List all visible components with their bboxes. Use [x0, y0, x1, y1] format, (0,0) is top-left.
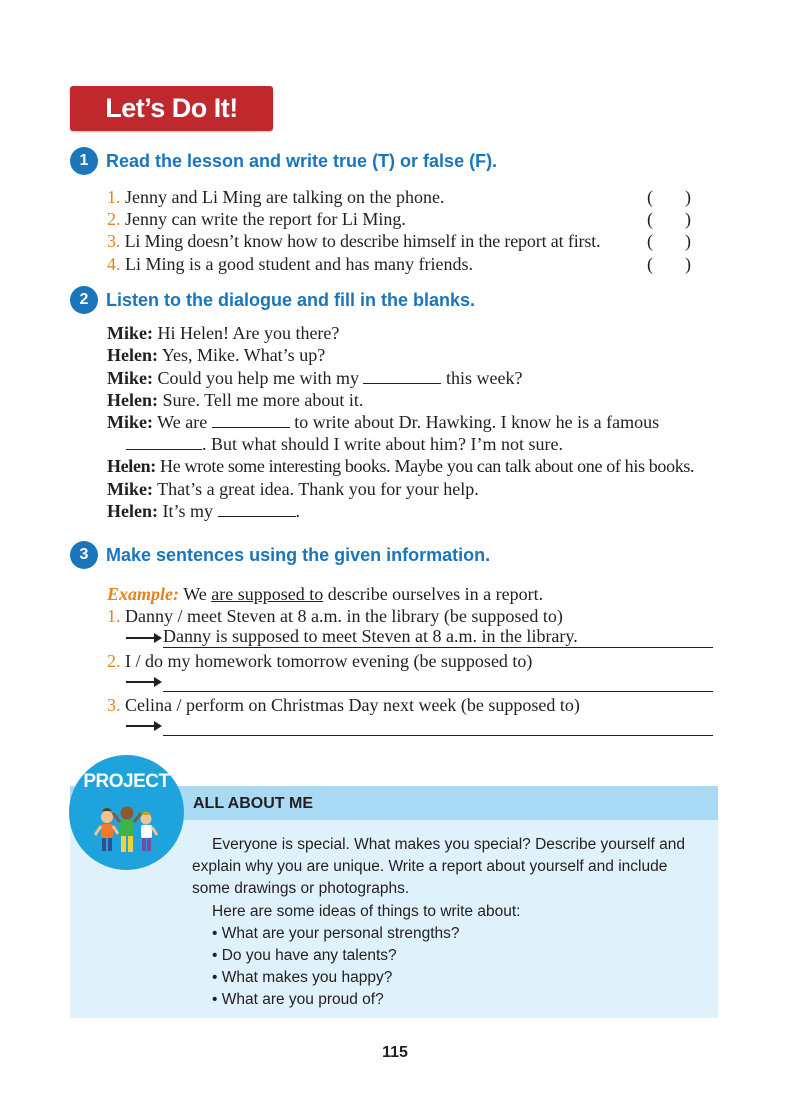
list-item: 4. Li Ming is a good student and has many friends. — [107, 254, 473, 274]
project-paragraph: explain why you are unique. Write a report about yourself and include — [192, 858, 668, 875]
dialogue-line: . But what should I write about him? I’m not sure. — [126, 433, 563, 455]
section-3-heading — [70, 541, 490, 569]
project-intro: Here are some ideas of things to write about: — [212, 903, 521, 920]
project-badge — [69, 755, 184, 870]
project-paragraph: Everyone is special. What makes you special? Describe yourself and — [212, 836, 685, 853]
project-bullet: • Do you have any talents? — [212, 947, 397, 964]
section-number: 1 — [70, 147, 98, 175]
section-number: 2 — [70, 286, 98, 314]
project-bullet: • What makes you happy? — [212, 969, 393, 986]
answer-line[interactable] — [163, 669, 713, 692]
project-paragraph: some drawings or photographs. — [192, 880, 410, 897]
exercise-prompt: 3. Celina / perform on Christmas Day next week (be supposed to) — [107, 695, 580, 715]
arrow-icon — [126, 725, 160, 727]
dialogue-line: Mike: We are to write about Dr. Hawking. I know he is a famous — [107, 412, 660, 432]
section-title: Make sentences using the given information. — [106, 544, 491, 565]
dialogue-line: Mike: That’s a great idea. Thank you for your help. — [107, 479, 479, 499]
arrow-icon — [126, 681, 160, 683]
lets-do-it-banner: Let’s Do It! — [70, 86, 273, 131]
project-bullet: • What are you proud of? — [212, 991, 384, 1008]
fill-blank[interactable] — [126, 433, 202, 450]
page-number: 115 — [382, 1044, 408, 1061]
fill-blank[interactable] — [218, 500, 296, 517]
answer-line[interactable]: Danny is supposed to meet Steven at 8 a.m. in the library. — [163, 625, 713, 648]
project-badge-label: PROJECT — [83, 771, 170, 792]
exercise-prompt: 1. Danny / meet Steven at 8 a.m. in the library (be supposed to) — [107, 606, 563, 626]
section-number: 3 — [70, 541, 98, 569]
section-2-heading — [70, 286, 475, 314]
answer-parentheses[interactable]: ( ) — [647, 187, 691, 207]
project-title: ALL ABOUT ME — [193, 795, 313, 812]
example-sentence: Example: We are supposed to describe ourselves in a report. — [107, 584, 544, 604]
dialogue-line: Helen: Sure. Tell me more about it. — [107, 390, 364, 410]
section-title: Listen to the dialogue and fill in the blanks. — [106, 289, 476, 310]
arrow-icon — [126, 637, 160, 639]
answer-parentheses[interactable]: ( ) — [647, 254, 691, 274]
section-title: Read the lesson and write true (T) or false (F). — [106, 150, 498, 171]
list-item: 2. Jenny can write the report for Li Ming. — [107, 209, 406, 229]
answer-parentheses[interactable]: ( ) — [647, 231, 691, 251]
dialogue-line: Mike: Hi Helen! Are you there? — [107, 323, 340, 343]
list-item: 1. Jenny and Li Ming are talking on the phone. — [107, 187, 445, 207]
dialogue-line: Helen: It’s my . — [107, 501, 301, 521]
dialogue-line: Helen: He wrote some interesting books. Maybe you can talk about one of his books. — [107, 456, 695, 476]
dialogue-line: Mike: Could you help me with my this week? — [107, 368, 523, 388]
exercise-prompt: 2. I / do my homework tomorrow evening (be supposed to) — [107, 651, 533, 671]
children-illustration — [69, 755, 184, 870]
list-item: 3. Li Ming doesn’t know how to describe himself in the report at first. — [107, 231, 601, 251]
dialogue-line: Helen: Yes, Mike. What’s up? — [107, 345, 326, 365]
answer-parentheses[interactable]: ( ) — [647, 209, 691, 229]
fill-blank[interactable] — [363, 367, 441, 384]
project-bullet: • What are your personal strengths? — [212, 925, 460, 942]
answer-line[interactable] — [163, 713, 713, 736]
fill-blank[interactable] — [212, 411, 290, 428]
section-1-heading — [70, 147, 497, 175]
